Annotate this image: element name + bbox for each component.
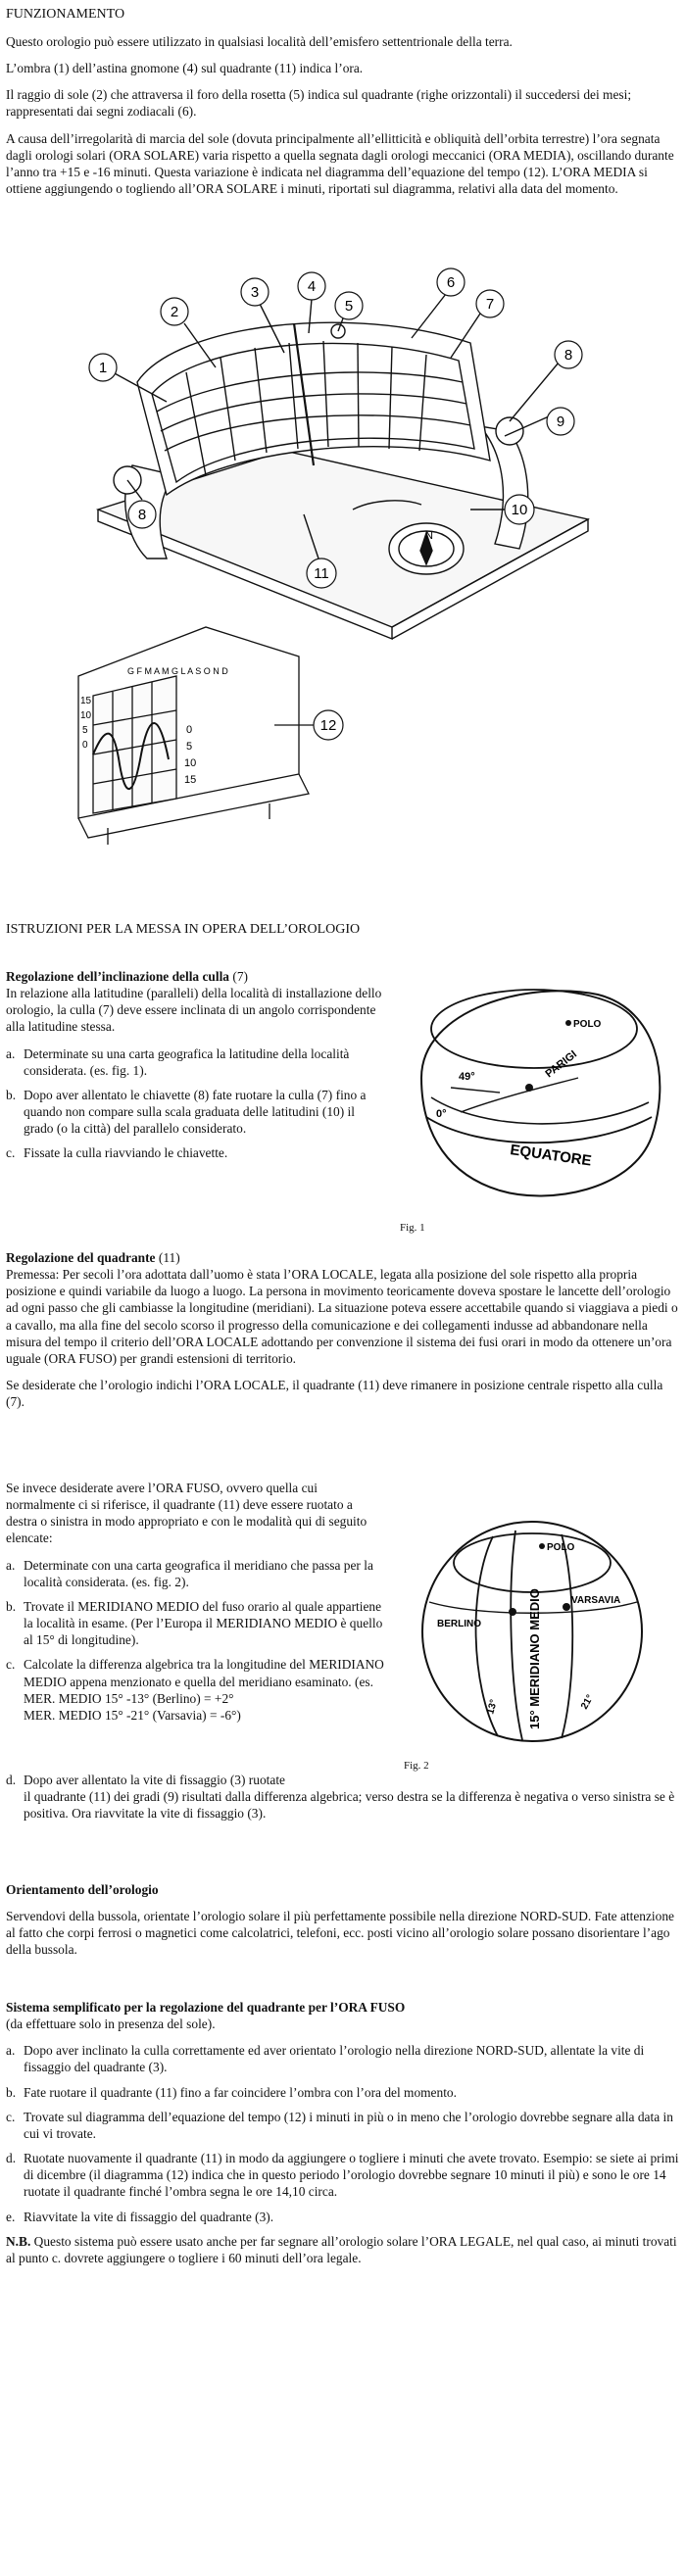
list-item: b. Fate ruotare il quadrante (11) fino a far coincidere l’ombra con l’ora del momento. <box>6 2084 457 2100</box>
figure-2-globe <box>400 1509 664 1764</box>
callout-8-left: 8 <box>137 507 147 523</box>
step-d-line-1: Dopo aver allentato la vite di fissaggio (3) ruotate <box>24 1773 285 1787</box>
callout-3: 3 <box>250 284 260 301</box>
intro-paragraph-3: Il raggio di sole (2) che attraversa il foro della rosetta (5) indica sul quadrante (righe orizzontali) il succedersi dei mesi; rappresentati dai segni zodiacali (6). <box>6 87 632 120</box>
svg-text:15: 15 <box>80 696 92 706</box>
page-title: FUNZIONAMENTO <box>6 7 125 22</box>
list-item: b. Trovate il MERIDIANO MEDIO del fuso orario al quale appartiene la località in esame. (Per l’Europa il MERIDIANO MEDIO è quello al 15° di longitudine). <box>6 1598 383 1648</box>
culla-heading-ref: (7) <box>232 969 248 984</box>
quadrante-heading: Regolazione del quadrante <box>6 1250 156 1265</box>
callout-9: 9 <box>556 413 565 430</box>
quadrante-paragraph-3: Se invece desiderate avere l’ORA FUSO, ovvero quella cui normalmente ci si riferisce, il quadrante (11) deve essere ruotato a destra o sinistra in modo appropriato e con le modalità qui di seguito elencate: <box>6 1481 368 1546</box>
intro-paragraph-1: Questo orologio può essere utilizzato in qualsiasi località dell’emisfero settentrionale della terra. <box>6 33 513 49</box>
quadrante-body: Premessa: Per secoli l’ora adottata dall’uomo è stata l’ORA LOCALE, legata alla posizione del sole rispetto alla propria posizione e quindi variabile da luogo a luogo. La persona in movimento teoricamente doveva spostare le lancette dell’orologio ad ogni passo che gli cambiasse la longitudine (meridiani). La situazione poteva essere accettabile quando si viaggiava a piedi o a cavallo, ma alla fine del secolo scorso il progresso della comunicazione e dei collegamenti indusse ad abbandonare nella misura del tempo il criterio dell’ORA LOCALE adottando per convenzione il sistema dei fusi orari in modo da ottenere un’ora uguale (ORA FUSO) per grandi estensioni di territorio. <box>6 1267 678 1366</box>
list-item: a. Dopo aver inclinato la culla correttamente ed aver orientato l’orologio nella direzione NORD-SUD, allentate la vite di fissaggio del quadrante (3). <box>6 2043 645 2075</box>
callout-6: 6 <box>446 274 456 291</box>
section-funzionamento <box>6 6 680 207</box>
callout-4: 4 <box>307 278 317 295</box>
list-item: e. Riavvitate la vite di fissaggio del quadrante (3). <box>6 2209 274 2224</box>
list-item: c. Trovate sul diagramma dell’equazione del tempo (12) i minuti in più o in meno che l’orologio dovrebbe segnare alla data in cui vi trovate. <box>6 2109 673 2141</box>
fig1-parigi-label: PARIGI <box>543 1048 580 1081</box>
culla-steps <box>6 1045 386 1162</box>
fig1-49-label: 49° <box>459 1071 475 1083</box>
quadrante-steps <box>6 1557 386 1724</box>
callout-1: 1 <box>98 360 108 376</box>
svg-text:10: 10 <box>184 757 197 769</box>
callout-12: 12 <box>319 717 337 734</box>
callout-10: 10 <box>511 502 528 518</box>
svg-text:5: 5 <box>82 725 88 736</box>
figure-2-caption: Fig. 2 <box>404 1760 429 1772</box>
sistema-sub: (da effettuare solo in presenza del sole). <box>6 2017 216 2032</box>
sistema-steps <box>6 2042 680 2224</box>
figure-1-globe <box>392 970 676 1225</box>
list-item: c. Fissate la culla riavviando le chiavette. <box>6 1145 228 1161</box>
callout-5: 5 <box>344 298 354 315</box>
quadrante-step-d: d. Dopo aver allentato la vite di fissaggio (3) ruotate il quadrante (11) dei gradi (9) risultati dalla differenza algebrica; verso destra se la differenza è negativa o verso sinistra se è positiva. Ora riavvitate la vite di fissaggio (3). <box>6 1773 675 1822</box>
intro-paragraph-2: L’ombra (1) dell’astina gnomone (4) sul quadrante (11) indica l’ora. <box>6 61 364 76</box>
section-sistema <box>6 1999 680 2276</box>
fig1-equatore-label: EQUATORE <box>509 1142 593 1170</box>
callout-2: 2 <box>170 304 179 320</box>
list-item: b. Dopo aver allentato le chiavette (8) fate ruotare la culla (7) fino a quando non compare sulla scala graduata delle latitudini (10) il grado (o la città) del parallelo considerato. <box>6 1087 367 1137</box>
section-orientamento <box>6 1881 680 1968</box>
list-item: c. Calcolate la differenza algebrica tra la longitudine del MERIDIANO MEDIO appena menzionato e quella del meridiano esaminato. (es. MER. MEDIO 15° -13° (Berlino) = +2° MER. MEDIO 15° -21° (Varsavia) = -6°) <box>6 1657 384 1723</box>
fig2-meridiano-label: 15° MERIDIANO MEDIO <box>527 1588 542 1729</box>
compass-north-label: N <box>425 530 433 542</box>
svg-text:5: 5 <box>186 741 193 753</box>
list-item: d. Ruotate nuovamente il quadrante (11) in modo da aggiungere o togliere i minuti che avete trovato. Esempio: se siete ai primi di dicembre (il diagramma (12) indica che in questo periodo l’orologio dovrebbe segnare 10 minuti il più) e sono le ore 14 ruotate il quadrante finché l’ombra segna le ore 14,10 circa. <box>6 2151 679 2200</box>
quadrante-left-column <box>6 1480 386 1731</box>
callout-8-right: 8 <box>564 347 573 364</box>
equation-of-time-panel <box>78 627 309 845</box>
fig2-21-label: 21° <box>579 1692 597 1712</box>
step-d-rest: il quadrante (11) dei gradi (9) risultati dalla differenza algebrica; verso destra se la differenza è negativa o verso sinistra se è positiva. Ora riavvitate la vite di fissaggio (3). <box>24 1789 675 1822</box>
fig2-varsavia-label: VARSAVIA <box>571 1595 621 1606</box>
fig2-13-label: 13° <box>485 1698 500 1716</box>
orientamento-heading: Orientamento dell’orologio <box>6 1882 159 1897</box>
list-item: a. Determinate su una carta geografica la latitudine della località considerata. (es. fig. 1). <box>6 1045 350 1078</box>
intro-paragraph-4: A causa dell’irregolarità di marcia del sole (dovuta principalmente all’ellitticità e obliquità dell’orbita terrestre) l’ora segnata dagli orologi solari (ORA SOLARE) varia rispetto a quella segnata dagli orologi meccanici (ORA MEDIA), oscillando durante l’anno tra +15 e -16 minuti. Questa variazione è indicata nel diagramma dell’equazione del tempo (12). L’ORA MEDIA si ottiene aggiungendo o togliendo all’ORA SOLARE i minuti, riportati sul diagramma, relativi alla data del momento. <box>6 130 674 196</box>
fig1-0-label: 0° <box>436 1108 447 1120</box>
svg-text:15: 15 <box>184 774 197 786</box>
svg-text:0: 0 <box>186 724 193 736</box>
list-item: a. Determinate con una carta geografica il meridiano che passa per la località considerata. (es. fig. 2). <box>6 1557 373 1589</box>
quadrante-paragraph-2: Se desiderate che l’orologio indichi l’ORA LOCALE, il quadrante (11) deve rimanere in posizione centrale rispetto alla culla (7). <box>6 1378 663 1410</box>
culla-heading: Regolazione dell’inclinazione della culla <box>6 969 230 984</box>
section-culla <box>6 968 386 1170</box>
callout-7: 7 <box>485 296 495 313</box>
callout-11: 11 <box>314 565 329 582</box>
section-istruzioni-title: ISTRUZIONI PER LA MESSA IN OPERA DELL’OROLOGIO <box>6 922 361 937</box>
fig1-polo-label: POLO <box>573 1019 602 1030</box>
fig2-polo-label: POLO <box>547 1542 575 1553</box>
svg-text:10: 10 <box>80 710 92 721</box>
sundial-illustration <box>59 265 647 872</box>
svg-text:0: 0 <box>82 740 88 751</box>
figure-1-caption: Fig. 1 <box>400 1222 425 1234</box>
culla-body: In relazione alla latitudine (paralleli) della località di installazione dello orologio, la culla (7) deve essere inclinata di un angolo corrispondente alla latitudine stessa. <box>6 986 382 1035</box>
fig2-berlino-label: BERLINO <box>437 1619 481 1629</box>
section-quadrante <box>6 1249 680 1420</box>
quadrante-heading-ref: (11) <box>158 1250 180 1265</box>
sistema-heading: Sistema semplificato per la regolazione del quadrante per l’ORA FUSO <box>6 2000 406 2015</box>
eot-months: G F M A M G L A S O N D <box>127 666 228 676</box>
orientamento-body: Servendovi della bussola, orientate l’orologio solare il più perfettamente possibile nella direzione NORD-SUD. Fate attenzione al fatto che corpi ferrosi o magnetici come calcolatrici, telefoni, ecc. posti vicino all’orologio solare possano disorientare l’ago della bussola. <box>6 1909 674 1958</box>
nb-note: N.B. Questo sistema può essere usato anche per far segnare all’orologio solare l’ORA LEGALE, nel qual caso, ai minuti trovati al punto c. dovrete aggiungere o togliere i 60 minuti dell’ora legale. <box>6 2233 677 2265</box>
